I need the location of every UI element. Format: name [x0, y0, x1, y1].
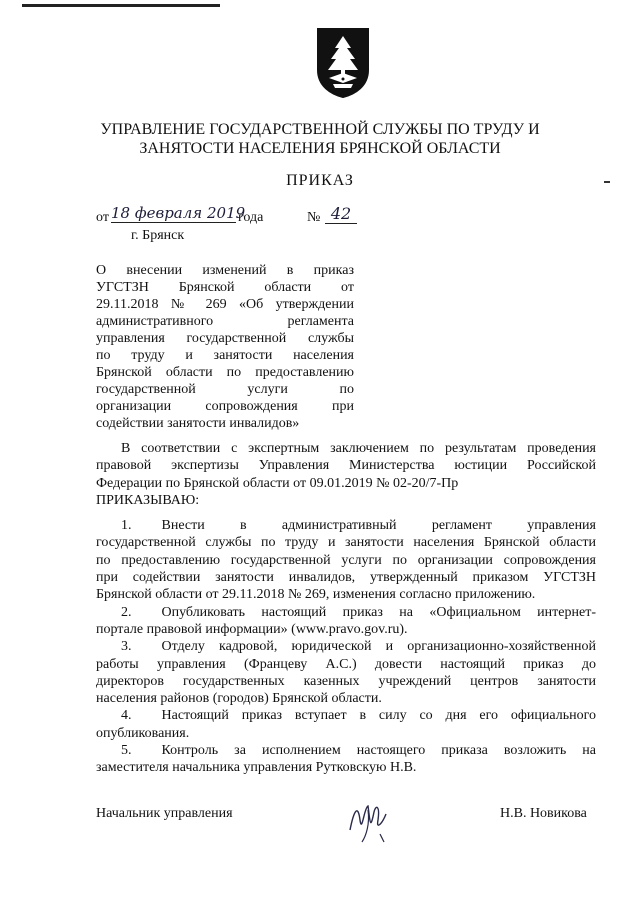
item-number: 4. — [121, 708, 132, 724]
preamble-line: В соответствии с экспертным заключением по результатам проведения — [121, 441, 596, 456]
item-line: населения районов (городов) Брянской области. — [96, 691, 382, 707]
item-text: Отделу кадровой, юридической и организационно-хозяйственной — [161, 639, 596, 655]
item-line: Брянской области от 29.11.2018 № 269, изменения согласно приложению. — [96, 587, 536, 603]
preamble-line: правовой экспертизы Управления Министерства юстиции Российской — [96, 458, 596, 474]
subject-line: административного регламента — [96, 314, 354, 329]
number-label: № — [307, 210, 321, 225]
item-1-first-line — [96, 517, 596, 534]
item-number: 2. — [121, 604, 132, 620]
subject-line: организации сопровождения при — [96, 399, 354, 414]
order-date-handwritten: 18 февраля 2019 — [111, 204, 246, 222]
subject-line: 29.11.2018 № 269 «Об утверждении — [96, 297, 354, 312]
item-2-first-line — [96, 604, 596, 621]
subject-line: управления государственной службы — [96, 331, 354, 346]
organization-name-line-2: ЗАНЯТОСТИ НАСЕЛЕНИЯ БРЯНСКОЙ ОБЛАСТИ — [139, 140, 501, 157]
document-title: ПРИКАЗ — [286, 172, 354, 189]
item-line: по предоставлению государственной услуги по организации сопровождения — [96, 552, 596, 568]
subject-line: по труду и занятости населения — [96, 348, 354, 363]
item-text: Контроль за исполнением настоящего приказа возложить на — [161, 743, 596, 759]
subject-line: содействии занятости инвалидов» — [96, 416, 300, 431]
item-text: Опубликовать настоящий приказ на «Официальном интернет- — [161, 604, 596, 620]
item-3-first-line — [96, 638, 596, 655]
order-number-handwritten: 42 — [325, 204, 357, 224]
decree-word: ПРИКАЗЫВАЮ: — [96, 492, 200, 508]
subject-line: О внесении изменений в приказ — [96, 263, 354, 278]
signature-icon — [340, 790, 400, 850]
item-5-first-line — [96, 742, 596, 759]
item-line: опубликования. — [96, 725, 190, 741]
organization-name-line-1: УПРАВЛЕНИЕ ГОСУДАРСТВЕННОЙ СЛУЖБЫ ПО ТРУДУ И — [100, 121, 540, 138]
item-line: портале правовой информации» (www.pravo.gov.ru). — [96, 621, 408, 637]
subject-line: Брянской области по предоставлению — [96, 365, 354, 380]
date-from-label: от — [96, 210, 109, 225]
item-line: работы управления (Францеву А.С.) довести настоящий приказ до — [96, 656, 596, 672]
city-label: г. Брянск — [131, 228, 185, 243]
item-text: Внести в административный регламент управления — [161, 518, 596, 534]
signatory-name: Н.В. Новикова — [500, 806, 587, 821]
corner-mark — [604, 181, 610, 183]
subject-line: УГСТЗН Брянской области от — [96, 280, 354, 295]
order-body — [96, 440, 596, 777]
item-number: 3. — [121, 639, 132, 655]
coat-of-arms-icon — [315, 26, 371, 98]
item-line: государственной службы по труду и занятости населения Брянской области — [96, 535, 596, 551]
item-4-first-line — [96, 707, 596, 724]
item-line: при содействии занятости инвалидов, утвержденный приказом УГСТЗН — [96, 570, 596, 586]
signatory-position: Начальник управления — [96, 806, 233, 821]
year-label: года — [238, 210, 264, 225]
top-border-line — [22, 4, 220, 7]
item-line: заместителя начальника управления Рутковскую Н.В. — [96, 760, 417, 776]
order-subject — [96, 262, 354, 432]
item-line: директоров государственных казенных учреждений центров занятости — [96, 673, 596, 689]
subject-line: государственной услуги по — [96, 382, 354, 397]
item-number: 1. — [121, 518, 132, 534]
preamble-line: Федерации по Брянской области от 09.01.2019 № 02-20/7-Пр — [96, 475, 459, 491]
item-number: 5. — [121, 743, 132, 759]
item-text: Настоящий приказ вступает в силу со дня его официального — [161, 708, 596, 724]
